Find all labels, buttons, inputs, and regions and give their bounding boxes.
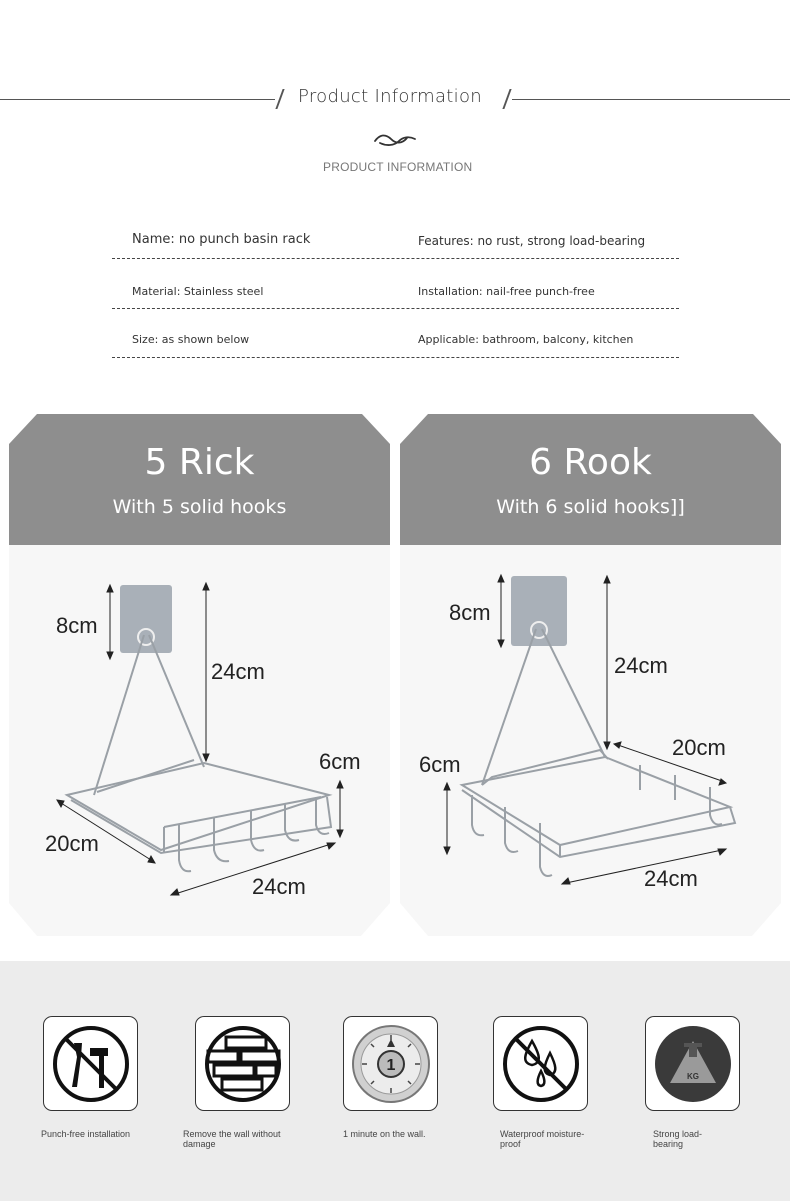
- feature-card: [493, 1016, 588, 1111]
- info-material: Material: Stainless steel: [132, 285, 264, 298]
- timer-icon: [344, 1017, 437, 1110]
- weight-icon: [646, 1017, 739, 1110]
- info-installation: Installation: nail-free punch-free: [418, 285, 595, 298]
- header-slash-right: [502, 89, 511, 109]
- panel-title: 5 Rick: [144, 442, 255, 483]
- no-water-icon: [494, 1017, 587, 1110]
- features-strip: [0, 961, 790, 1201]
- weight-unit: KG: [687, 1072, 699, 1081]
- feature-card: [645, 1016, 740, 1111]
- dim-hook-height: 8cm: [449, 600, 491, 625]
- info-name: Name: no punch basin rack: [132, 232, 311, 247]
- section-title: Product Information: [298, 86, 482, 107]
- dim-frame-height: 24cm: [614, 653, 668, 678]
- product-panel-5-hooks: [9, 414, 390, 936]
- panel-subtitle: With 6 solid hooks]]: [496, 496, 685, 518]
- info-divider: [112, 258, 679, 259]
- dim-side: 20cm: [672, 735, 726, 760]
- suction-plate: [511, 576, 567, 646]
- rack-frame: [67, 635, 331, 871]
- feature-label: Waterproof moisture-proof: [500, 1129, 585, 1149]
- rack-diagram-5-hooks: [9, 545, 390, 936]
- feature-label: Remove the wall without damage: [183, 1129, 281, 1149]
- section-subtitle: PRODUCT INFORMATION: [323, 160, 473, 174]
- panel-subtitle: With 5 solid hooks: [112, 496, 287, 518]
- feature-card: [343, 1016, 438, 1111]
- dim-depth-height: 6cm: [319, 749, 361, 774]
- dim-width: 24cm: [252, 874, 306, 899]
- info-size: Size: as shown below: [132, 333, 250, 346]
- feature-label: Punch-free installation: [41, 1129, 131, 1139]
- feature-label: 1 minute on the wall.: [343, 1129, 426, 1139]
- swirl-ornament-icon: [372, 132, 418, 148]
- feature-label: Strong load-bearing: [653, 1129, 703, 1149]
- info-divider: [112, 357, 679, 358]
- rack-diagram-6-hooks: [400, 545, 781, 936]
- feature-card: [195, 1016, 290, 1111]
- dim-frame-height: 24cm: [211, 659, 265, 684]
- no-tools-icon: [44, 1017, 137, 1110]
- feature-card: [43, 1016, 138, 1111]
- product-panel-6-hooks: [400, 414, 781, 936]
- info-divider: [112, 308, 679, 309]
- dim-depth-height: 6cm: [419, 752, 461, 777]
- header-line-left: [0, 99, 275, 100]
- dim-side: 20cm: [45, 831, 99, 856]
- brick-wall-icon: [196, 1017, 289, 1110]
- timer-value: 1: [386, 1057, 396, 1074]
- dim-width: 24cm: [644, 866, 698, 891]
- dim-hook-height: 8cm: [56, 613, 98, 638]
- info-features: Features: no rust, strong load-bearing: [418, 234, 646, 248]
- header-slash-left: [275, 89, 284, 109]
- suction-plate: [120, 585, 172, 653]
- panel-title: 6 Rook: [529, 442, 652, 483]
- header-line-right: [512, 99, 790, 100]
- info-applicable: Applicable: bathroom, balcony, kitchen: [418, 333, 634, 346]
